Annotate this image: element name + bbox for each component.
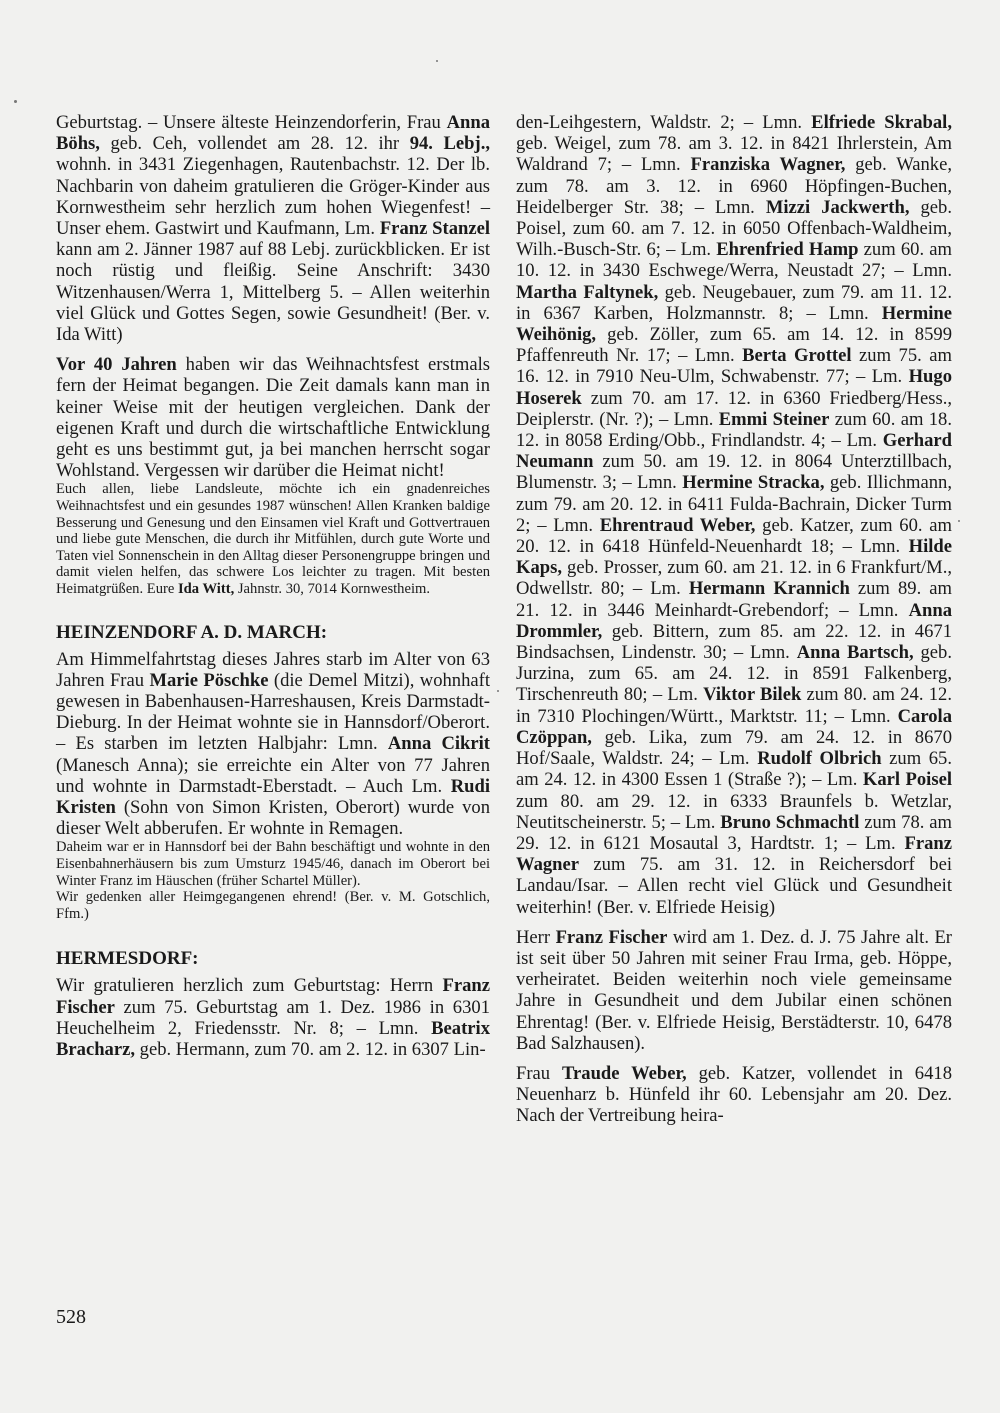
bold-name-run: Hugo Hoserek: [516, 366, 952, 409]
text-run: geb. Ceh, vollendet am 28. 12. ihr: [99, 133, 410, 155]
bold-name-run: Franziska Wagner,: [690, 154, 846, 176]
bold-name-run: Carola Czöppan,: [516, 705, 952, 748]
scan-speck: [14, 100, 17, 103]
traude-weber-paragraph: [516, 1063, 952, 1127]
bold-name-run: Anna Böhs,: [56, 112, 490, 155]
section-heading-hermesdorf: HERMESDORF:: [56, 948, 199, 970]
text-run: Frau: [516, 1062, 562, 1084]
bold-name-run: Rudi Kristen: [56, 775, 490, 819]
bold-name-run: Hermine Weihönig,: [516, 302, 952, 346]
section-heading-heinzendorf: HEINZENDORF A. D. MARCH:: [56, 621, 328, 643]
text-run: zum 60. am 10. 12. in 3430 Eschwege/Werra, Neustadt 27; – Lmn.: [516, 239, 952, 282]
text-run: zum 60. am 18. 12. in 8058 Erding/Obb., Frindlandstr. 4; – Lm.: [516, 408, 952, 452]
text-run: geb. Hermann, zum 70. am 2. 12. in 6307 Lin-: [135, 1039, 486, 1061]
bold-name-run: Vor 40 Jahren: [56, 354, 177, 376]
bold-name-run: Anna Cikrit: [387, 733, 490, 755]
text-run: geb. Weigel, zum 78. am 3. 12. in 8421 Ihrlerstein, Am Waldrand 7; – Lmn.: [516, 133, 952, 176]
text-run: zum 80. am 29. 12. in 6333 Braunfels b. Wetzlar, Neutitscheinerstr. 5; – Lm.: [516, 790, 952, 833]
bold-name-run: Franz Wagner: [516, 832, 952, 876]
text-run: zum 75. Geburtstag am 1. Dez. 1986 in 6301 Heuchelheim 2, Friedensstr. Nr. 8; – Lmn.: [56, 996, 490, 1039]
text-run: Wir gratulieren herzlich zum Geburtstag: Herrn: [56, 975, 443, 997]
bold-name-run: 94. Lebj.,: [409, 133, 491, 155]
text-run: Geburtstag. – Unsere älteste Heinzendorferin, Frau: [56, 112, 447, 133]
birthday-list-paragraph: [516, 112, 952, 918]
text-run: zum 89. am 21. 12. in 3446 Meinhardt-Grebendorf; – Lmn.: [516, 578, 953, 621]
bold-name-run: Ehrentraud Weber,: [599, 514, 756, 536]
text-run: zum 75. am 16. 12. in 7910 Neu-Ulm, Schwabenstr. 77; – Lm.: [516, 345, 952, 388]
text-run: (die Demel Mitzi), wohnhaft gewesen in Babenhausen-Harreshausen, Kreis Darmstadt-Dieburg. In der Heimat wohnte sie in Hannsdorf/Oberort. – Es starben im letzten Halbjahr: Lmn.: [56, 669, 490, 755]
text-run: zum 78. am 29. 12. in 6121 Mosautal 3, Hardtstr. 1; – Lm.: [516, 811, 952, 854]
bold-name-run: Hilde Kaps,: [516, 536, 952, 579]
text-run: zum 70. am 17. 12. in 6360 Friedberg/Hess., Deiplerstr. (Nr. ?); – Lmn.: [516, 387, 952, 430]
text-run: geb. Bittern, zum 85. am 22. 12. in 4671 Bindsachsen, Lindenstr. 30; – Lmn.: [516, 620, 952, 664]
text-run: Herr: [516, 926, 556, 948]
obituary-paragraph: [56, 649, 490, 840]
bold-name-run: Hermine Stracka,: [682, 472, 825, 494]
bold-name-run: Hermann Krannich: [688, 578, 850, 600]
bold-name-run: Berta Grottel: [742, 345, 852, 367]
bold-name-run: Anna Bartsch,: [796, 642, 914, 664]
christmas-greeting-paragraph: [56, 481, 490, 597]
scan-speck: [436, 60, 438, 62]
scan-speck: [958, 520, 960, 522]
birthday-paragraph-hermesdorf: [56, 975, 490, 1060]
birthday-paragraph-heinzendorf: [56, 112, 490, 345]
text-run: (Manesch Anna); sie erreichte ein Alter von 77 Jahren und wohnte in Darmstadt-Eberstadt. – Auch Lm.: [56, 754, 490, 797]
text-run: Wir gedenken aller Heimgegangenen ehrend! (Ber. v. M. Gotschlich, Ffm.): [56, 889, 490, 922]
text-run: kann am 2. Jänner 1987 auf 88 Lebj. zurückblicken. Er ist noch rüstig und fleißig. Seine Anschrift: 3430 Witzenhausen/Werra 1, Mittelberg 5. – Allen weiterhin viel Glück und Gottes Segen, sowie Gesundheit! (Ber. v. Ida Witt): [56, 239, 490, 346]
text-run: geb. Poisel, zum 60. am 7. 12. in 6050 Offenbach-Waldheim, Wilh.-Busch-Str. 6; – Lm.: [516, 196, 952, 261]
bold-name-run: Franz Fischer: [555, 926, 668, 948]
text-run: geb. Jurzina, zum 65. am 24. 12. in 8591 Falkenberg, Tirschenreuth 80; – Lm.: [516, 642, 952, 706]
bold-name-run: Mizzi Jackwerth,: [765, 196, 910, 218]
text-run: geb. Wanke, zum 78. am 3. 12. in 6960 Höpfingen-Buchen, Heidelberger Str. 38; – Lmn.: [516, 154, 952, 218]
text-run: geb. Prosser, zum 60. am 21. 12. in 6 Frankfurt/M., Odwellstr. 80; – Lm.: [516, 557, 952, 600]
franz-fischer-paragraph: [516, 927, 952, 1054]
text-run: geb. Lika, zum 79. am 24. 12. in 8670 Hof/Saale, Waldstr. 24; – Lm.: [516, 726, 952, 770]
christmas-reflection-paragraph: [56, 354, 490, 481]
bold-name-run: Marie Pöschke: [149, 669, 269, 691]
text-run: haben wir das Weihnachtsfest erstmals fern der Heimat begangen. Die Zeit damals kann man in keiner Weise mit der heutigen vergleichen. Dank der eigenen Kraft und durch die wirtschaftliche Entwicklung geht es uns bestimmt gut, ja bei manchen herrscht sogar Wohlstand. Vergessen wir darüber die Heimat nicht!: [56, 354, 490, 482]
text-run: Euch allen, liebe Landsleute, möchte ich ein gnadenreiches Weihnachtsfest und ein gesundes 1987 wünschen! Allen Kranken baldige Besserung und Genesung und den Einsamen viel Kraft und Gottvertrauen und liebe gute Menschen, die durch ihr Mitfühlen, durch gute Worte und Taten viel Sonnenschein in den Alltag dieser Personengruppe bringen und damit vielen helfen, das schwere Los leichter zu tragen. Mit besten Heimatgrüßen. Eure: [56, 481, 490, 598]
text-run: den-Leihgestern, Waldstr. 2; – Lmn.: [516, 112, 812, 133]
bold-name-run: Emmi Steiner: [718, 408, 830, 430]
bold-name-run: Ida Witt,: [177, 581, 235, 598]
text-run: zum 80. am 24. 12. in 7310 Plochingen/Württ., Marktstr. 11; – Lmn.: [516, 684, 952, 727]
text-run: wohnh. in 3431 Ziegenhagen, Rautenbachstr. 12. Der lb. Nachbarin von daheim gratulieren die Gröger-Kinder aus Kornwestheim sehr herzlich zum hohen Wiegenfest! – Unser ehem. Gastwirt und Kaufmann, Lm.: [56, 154, 490, 240]
page-number: 528: [56, 1306, 86, 1328]
bold-name-run: Bruno Schmachtl: [720, 811, 860, 833]
bold-name-run: Elfriede Skrabal,: [811, 112, 952, 133]
text-run: geb. Illichmann, zum 79. am 20. 12. in 6411 Fulda-Bachrain, Dicker Turm 2; – Lmn.: [516, 472, 952, 536]
text-run: geb. Neugebauer, zum 79. am 11. 12. in 6367 Karben, Holzmannstr. 8; – Lmn.: [516, 281, 952, 324]
obituary-closing-paragraph: [56, 889, 490, 922]
bold-name-run: Franz Fischer: [56, 975, 490, 1018]
bold-name-run: Beatrix Bracharz,: [56, 1017, 490, 1061]
bold-name-run: Viktor Bilek: [703, 684, 802, 706]
text-run: zum 50. am 19. 12. in 8064 Unterztillbach, Blumenstr. 3; – Lmn.: [516, 451, 952, 494]
obituary-note-paragraph: [56, 839, 490, 889]
right-column: [516, 112, 952, 1127]
text-run: Daheim war er in Hannsdorf bei der Bahn beschäftigt und wohnte in den Eisenbahnerhäusern bis zum Umsturz 1945/46, danach im Oberort bei Winter Franz im Häuschen (früher Schartel Müller).: [56, 839, 490, 889]
left-column: [56, 112, 490, 1060]
bold-name-run: Rudolf Olbrich: [757, 748, 882, 770]
bold-name-run: Gerhard Neumann: [516, 430, 952, 473]
text-run: geb. Katzer, vollendet in 6418 Neuenharz b. Hünfeld ihr 60. Lebensjahr am 20. Dez. Nach der Vertreibung heira-: [516, 1062, 952, 1127]
bold-name-run: Martha Faltynek,: [516, 281, 659, 303]
scan-speck: [497, 690, 499, 692]
text-run: Am Himmelfahrtstag dieses Jahres starb im Alter von 63 Jahren Frau: [56, 648, 490, 691]
text-run: geb. Katzer, zum 60. am 20. 12. in 6418 Hünfeld-Neuenhardt 18; – Lmn.: [516, 514, 952, 558]
text-run: Jahnstr. 30, 7014 Kornwestheim.: [234, 581, 431, 598]
text-run: (Sohn von Simon Kristen, Oberort) wurde von dieser Welt abberufen. Er wohnte in Remagen.: [56, 797, 490, 840]
text-run: wird am 1. Dez. d. J. 75 Jahre alt. Er ist seit über 50 Jahren mit seiner Frau Irma, geb. Höppe, verheiratet. Beiden weiterhin noch viele gemeinsame Jahre in Gesundheit und dem Jubilar einen schönen Ehrentag! (Ber. v. Elfriede Heisig, Berstädterstr. 10, 6478 Bad Salzhausen).: [516, 926, 952, 1054]
bold-name-run: Karl Poisel: [862, 769, 952, 791]
text-run: zum 65. am 24. 12. in 4300 Essen 1 (Straße ?); – Lm.: [516, 748, 953, 791]
bold-name-run: Franz Stanzel: [379, 218, 491, 240]
bold-name-run: Traude Weber,: [562, 1062, 687, 1084]
text-run: zum 75. am 31. 12. in Reichersdorf bei Landau/Isar. – Allen recht viel Glück und Gesundheit weiterhin! (Ber. v. Elfriede Heisig): [516, 854, 952, 918]
bold-name-run: Anna Drommler,: [516, 599, 952, 642]
bold-name-run: Ehrenfried Hamp: [716, 239, 859, 261]
text-run: geb. Zöller, zum 65. am 14. 12. in 8599 Pfaffenreuth Nr. 17; – Lmn.: [516, 324, 952, 367]
